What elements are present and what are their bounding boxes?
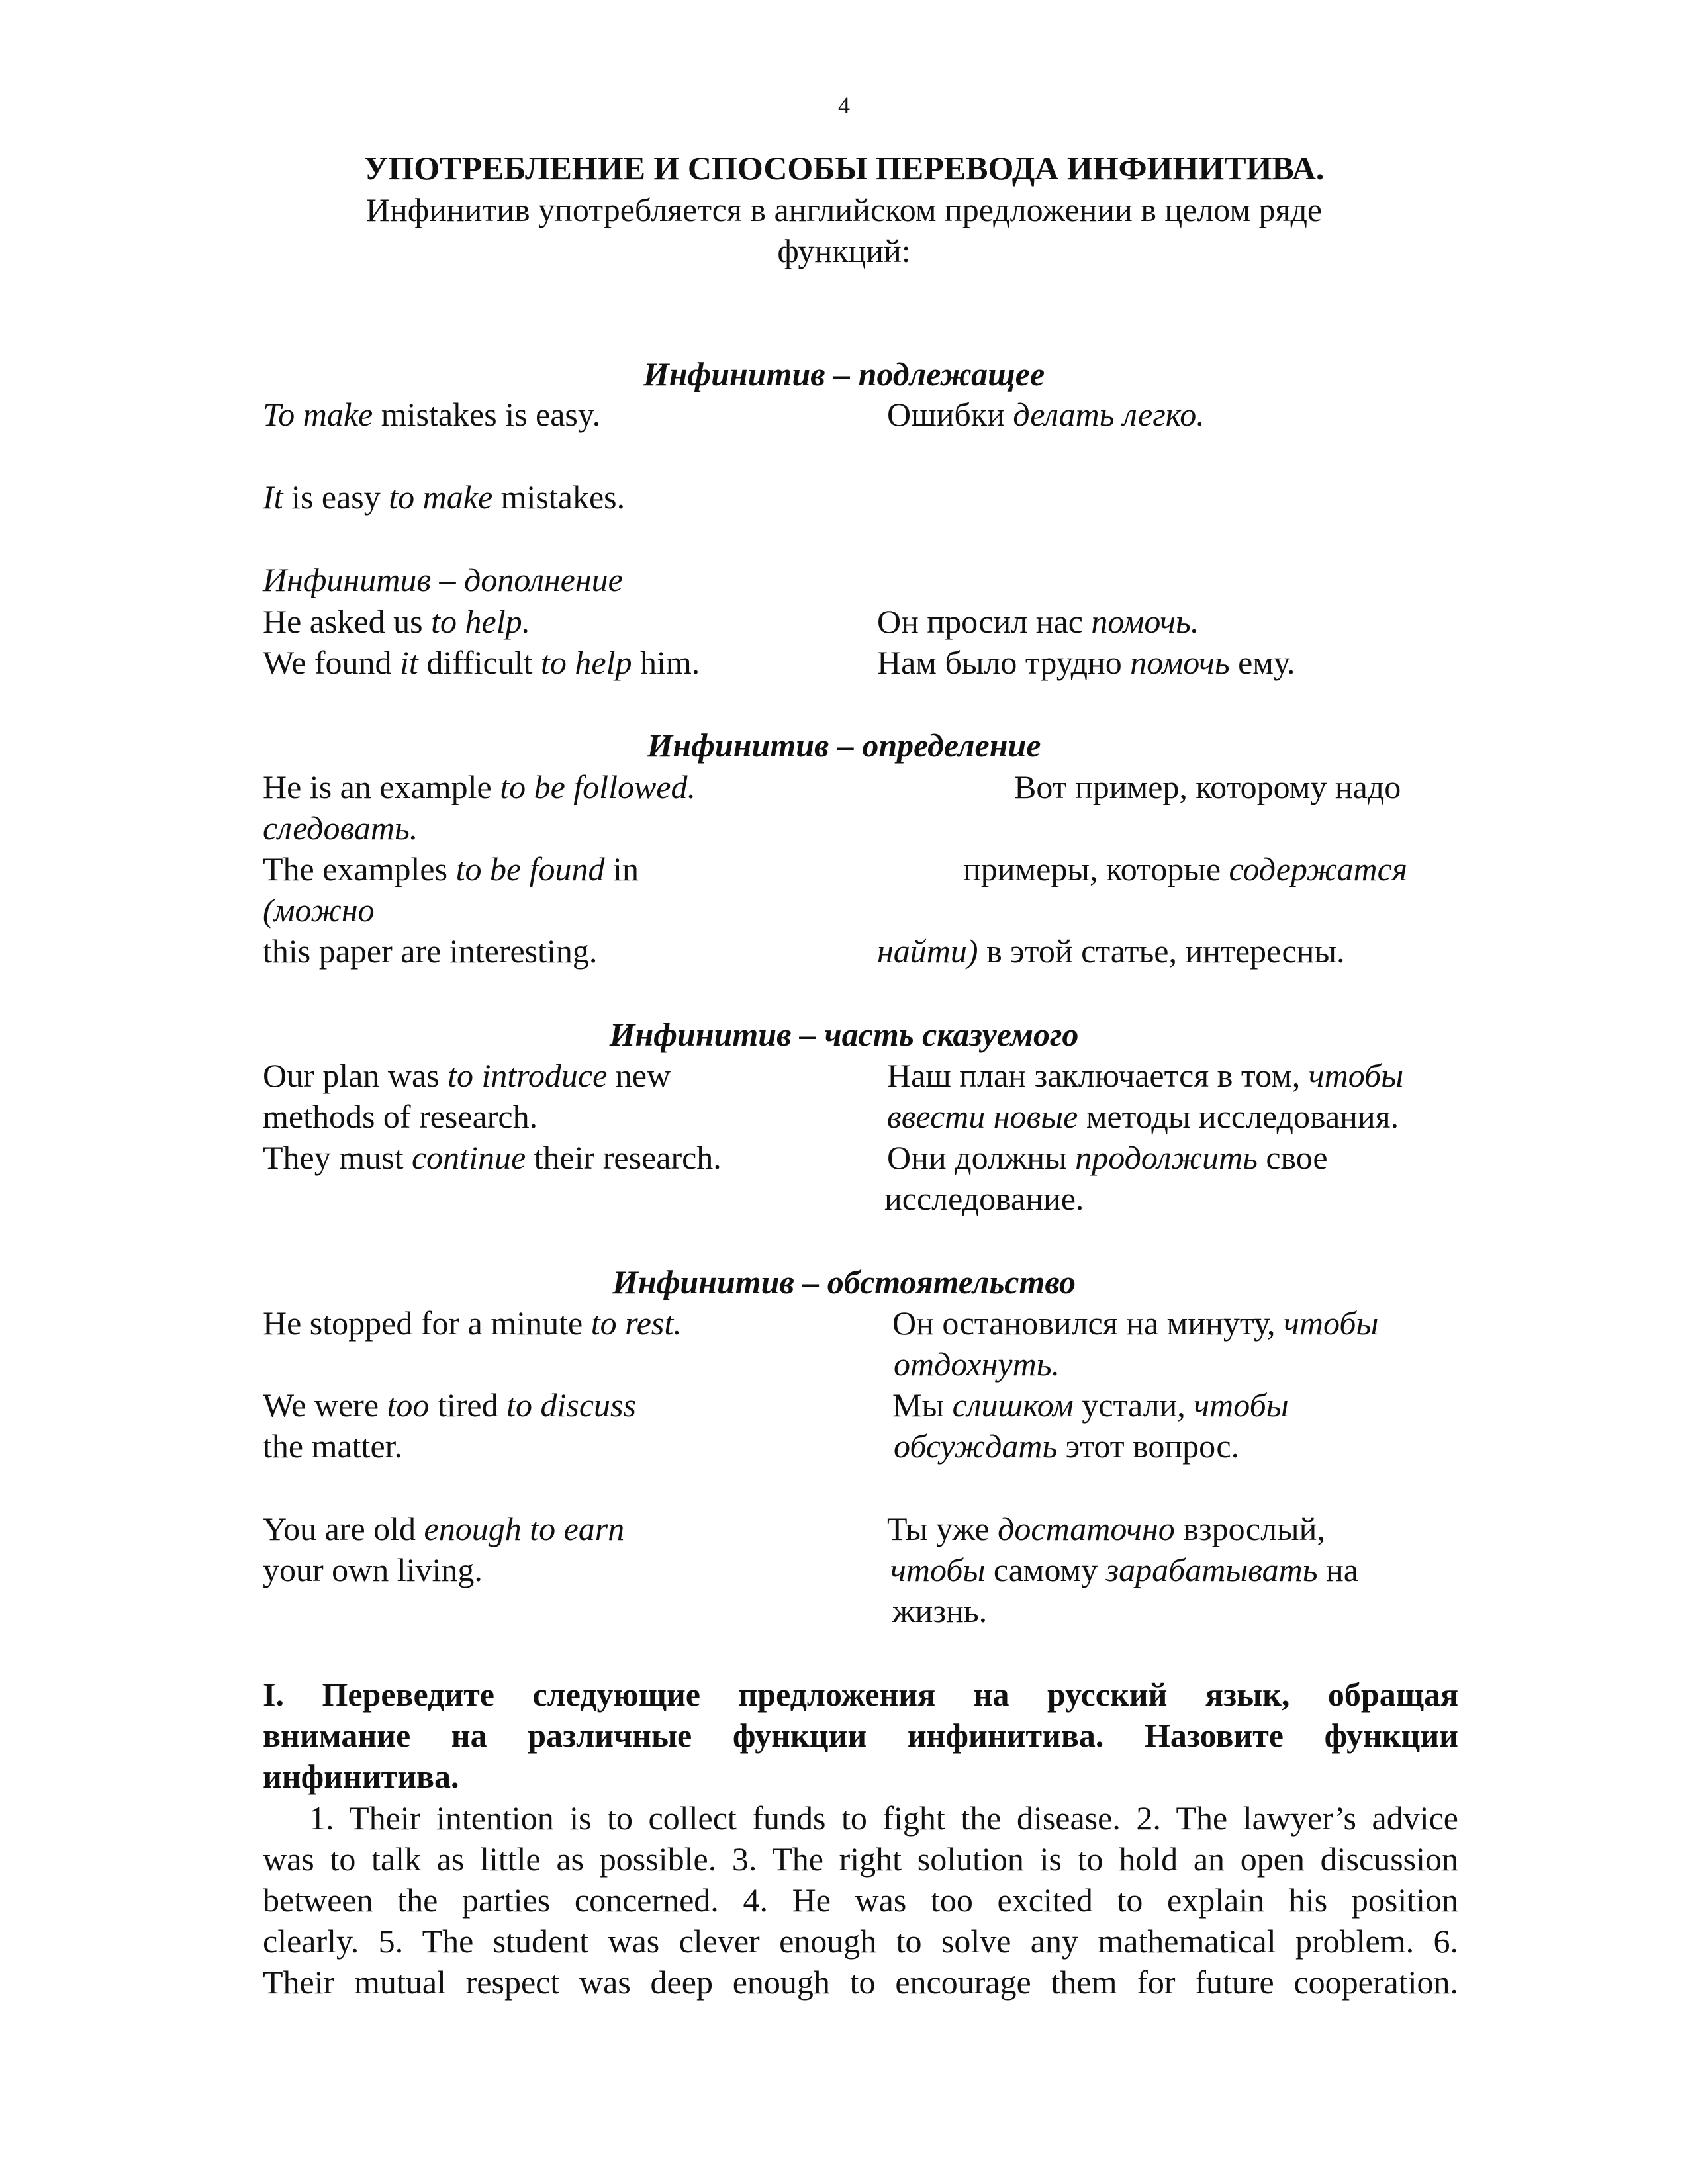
- exercise-paragraph-line-4: clearly. 5. The student was clever enough to solve any mathematical problem. 6.: [263, 1923, 1458, 1960]
- attribute-example-ru-1: Вот пример, которому надо: [1014, 768, 1401, 805]
- attribute-example-en-2: The examples to be found in: [263, 850, 639, 887]
- subject-example-ru-1: Ошибки делать легко.: [887, 396, 1205, 433]
- object-example-ru-2: Нам было трудно помочь ему.: [877, 644, 1295, 681]
- intro-line-1: Инфинитив употребляется в английском предложении в целом ряде: [365, 191, 1323, 228]
- exercise-paragraph-line-1: 1. Their intention is to collect funds to fight the disease. 2. The lawyer’s advice: [309, 1799, 1458, 1837]
- adverbial-example-en-1: He stopped for a minute to rest.: [263, 1304, 682, 1342]
- section-heading-adverbial: Инфинитив – обстоятельство: [612, 1263, 1076, 1300]
- subject-example-en-1: To make mistakes is easy.: [263, 396, 601, 433]
- adverbial-example-ru-2-cont: обсуждать этот вопрос.: [894, 1428, 1240, 1465]
- predicate-example-ru-2: Они должны продолжить свое: [887, 1139, 1328, 1176]
- predicate-example-ru-1-cont: ввести новые методы исследования.: [887, 1098, 1399, 1135]
- predicate-example-ru-1: Наш план заключается в том, чтобы: [887, 1057, 1404, 1094]
- exercise-task-line-1: I. Переведите следующие предложения на русский язык, обращая: [263, 1676, 1458, 1713]
- adverbial-example-en-2-cont: the matter.: [263, 1428, 403, 1465]
- section-heading-object: Инфинитив – дополнение: [263, 561, 623, 598]
- object-example-ru-1: Он просил нас помочь.: [877, 603, 1199, 640]
- exercise-task-line-3: инфинитива.: [263, 1758, 459, 1795]
- section-heading-attribute: Инфинитив – определение: [647, 727, 1041, 764]
- adverbial-example-ru-3-cont: чтобы самому зарабатывать на: [890, 1551, 1358, 1588]
- predicate-example-en-2: They must continue their research.: [263, 1139, 722, 1176]
- adverbial-example-ru-3: Ты уже достаточно взрослый,: [887, 1510, 1325, 1547]
- predicate-example-en-1: Our plan was to introduce new: [263, 1057, 671, 1094]
- adverbial-example-en-3: You are old enough to earn: [263, 1510, 625, 1547]
- intro-line-2: функций:: [777, 232, 911, 269]
- exercise-task-line-2: внимание на различные функции инфинитива. Назовите функции: [263, 1717, 1458, 1754]
- page-title: УПОТРЕБЛЕНИЕ И СПОСОБЫ ПЕРЕВОДА ИНФИНИТИВА.: [363, 150, 1325, 187]
- predicate-example-ru-2-cont: исследование.: [884, 1180, 1084, 1217]
- object-example-en-1: He asked us to help.: [263, 603, 531, 640]
- subject-example-en-2: It is easy to make mistakes.: [263, 478, 626, 516]
- attribute-example-en-2-cont: this paper are interesting.: [263, 933, 598, 970]
- attribute-example-ru-2: примеры, которые содержатся: [963, 850, 1408, 887]
- attribute-example-ru-1-cont: следовать.: [263, 809, 418, 846]
- section-heading-subject: Инфинитив – подлежащее: [643, 355, 1045, 392]
- adverbial-example-ru-3-end: жизнь.: [892, 1592, 988, 1629]
- attribute-example-ru-2-end: найти) в этой статье, интересны.: [877, 933, 1345, 970]
- exercise-paragraph-line-2: was to talk as little as possible. 3. The right solution is to hold an open discussion: [263, 1841, 1458, 1878]
- adverbial-example-en-2: We were too tired to discuss: [263, 1387, 636, 1424]
- adverbial-example-ru-1-cont: отдохнуть.: [894, 1345, 1060, 1383]
- attribute-example-ru-2-cont: (можно: [263, 891, 375, 929]
- exercise-paragraph-line-3: between the parties concerned. 4. He was too excited to explain his position: [263, 1882, 1458, 1919]
- section-heading-predicate: Инфинитив – часть сказуемого: [609, 1016, 1079, 1053]
- adverbial-example-en-3-cont: your own living.: [263, 1551, 483, 1588]
- adverbial-example-ru-2: Мы слишком устали, чтобы: [892, 1387, 1289, 1424]
- attribute-example-en-1: He is an example to be followed.: [263, 768, 696, 805]
- adverbial-example-ru-1: Он остановился на минуту, чтобы: [892, 1304, 1379, 1342]
- object-example-en-2: We found it difficult to help him.: [263, 644, 700, 681]
- page-number: 4: [838, 92, 850, 118]
- exercise-paragraph-line-5: Their mutual respect was deep enough to encourage them for future cooperation.: [263, 1964, 1458, 2001]
- predicate-example-en-1-cont: methods of research.: [263, 1098, 538, 1135]
